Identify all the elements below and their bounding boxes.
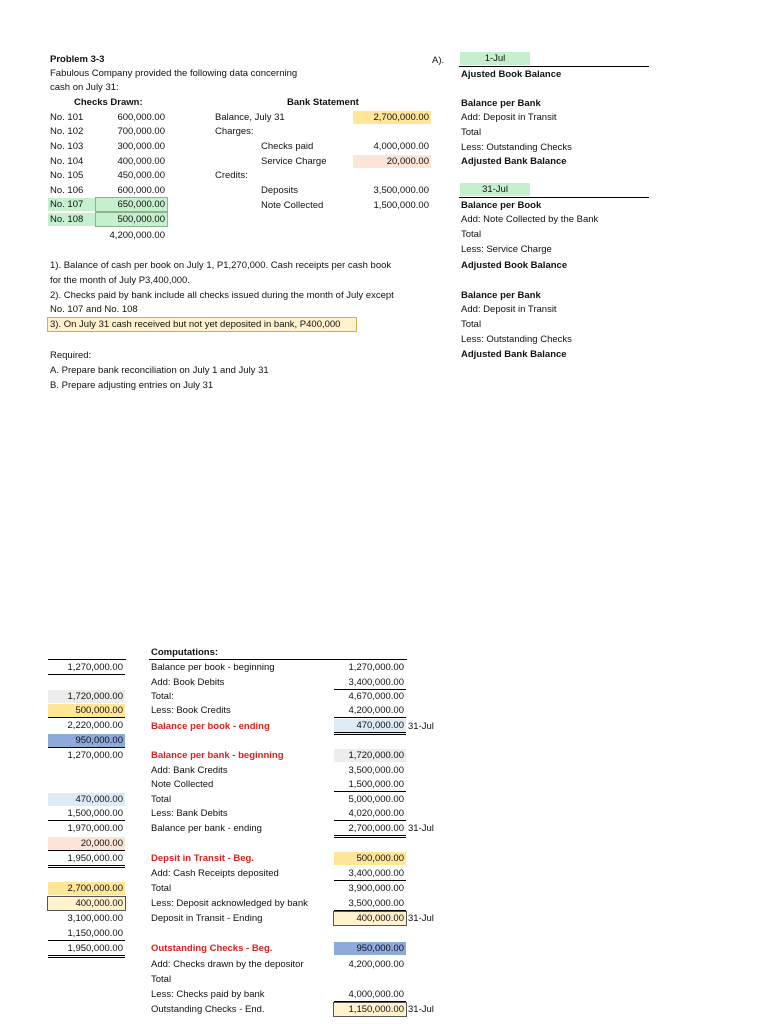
- check-no: No. 103: [50, 141, 84, 152]
- left-figure: 1,270,000.00: [67, 750, 123, 761]
- check-amount: 450,000.00: [117, 170, 165, 181]
- comp-label: Less: Checks paid by bank: [151, 989, 265, 1000]
- comp-value: 4,200,000.00: [348, 959, 404, 970]
- comp-value: 950,000.00: [334, 942, 406, 955]
- left-figure: 1,500,000.00: [48, 807, 125, 821]
- jul31-book-row: Adjusted Book Balance: [461, 260, 568, 271]
- comp-label: Balance per book - ending: [151, 721, 270, 732]
- bank-label: Balance, July 31: [215, 112, 285, 123]
- comp-value: 1,720,000.00: [334, 749, 406, 762]
- comp-label: Total:: [151, 691, 174, 702]
- note-line: 2). Checks paid by bank include all checks issued during the month of July except: [50, 290, 394, 301]
- jul31-bank-row: Balance per Bank: [461, 290, 541, 301]
- date-tag: 31-Jul: [408, 913, 434, 924]
- comp-value: 3,500,000.00: [334, 897, 406, 911]
- comp-label: Balance per book - beginning: [151, 662, 275, 673]
- check-no: No. 107: [48, 198, 97, 211]
- comp-value: 470,000.00: [334, 719, 406, 735]
- jul1-row: Less: Outstanding Checks: [461, 142, 572, 153]
- divider: [48, 659, 126, 660]
- bank-value: 1,500,000.00: [373, 200, 429, 211]
- intro-line: Fabulous Company provided the following data concerning: [50, 68, 298, 79]
- left-figure: 1,950,000.00: [48, 942, 125, 958]
- jul31-bank-row: Less: Outstanding Checks: [461, 334, 572, 345]
- jul31-bank-row: Total: [461, 319, 482, 330]
- divider: [149, 659, 407, 660]
- comp-value: 1,150,000.00: [334, 1003, 406, 1016]
- left-figure: 1,970,000.00: [67, 823, 123, 834]
- comp-label: Add: Cash Receipts deposited: [151, 868, 279, 879]
- bank-label: Checks paid: [261, 141, 314, 152]
- left-figure: 470,000.00: [48, 793, 125, 806]
- jul31-book-row: Balance per Book: [461, 200, 542, 211]
- divider: [459, 66, 649, 67]
- divider: [459, 197, 649, 198]
- date-header-jul31: 31-Jul: [460, 183, 530, 196]
- jul31-book-row: Add: Note Collected by the Bank: [461, 214, 599, 225]
- comp-value: 4,020,000.00: [334, 807, 406, 821]
- comp-value: 3,900,000.00: [348, 883, 404, 894]
- jul31-bank-row: Adjusted Bank Balance: [461, 349, 567, 360]
- comp-label: Total: [151, 883, 172, 894]
- comp-label: Less: Deposit acknowledged by bank: [151, 898, 308, 909]
- jul1-row: Adjusted Bank Balance: [461, 156, 567, 167]
- check-amount: 300,000.00: [117, 141, 165, 152]
- note-line: 1). Balance of cash per book on July 1, P1,270,000. Cash receipts per cash book: [50, 260, 392, 271]
- jul31-book-row: Less: Service Charge: [461, 244, 552, 255]
- jul1-row: Total: [461, 127, 482, 138]
- comp-value: 4,670,000.00: [348, 691, 404, 702]
- requirement-line: B. Prepare adjusting entries on July 31: [50, 380, 214, 391]
- comp-value: 3,500,000.00: [348, 765, 404, 776]
- date-header-jul1: 1-Jul: [460, 52, 530, 65]
- jul1-row: Add: Deposit in Transit: [461, 112, 557, 123]
- checks-header: Checks Drawn:: [74, 97, 143, 108]
- left-figure: 950,000.00: [48, 734, 125, 748]
- bank-value: 4,000,000.00: [373, 141, 429, 152]
- comp-label: Less: Bank Debits: [151, 808, 228, 819]
- comp-value: 4,200,000.00: [334, 704, 406, 718]
- bank-statement-header: Bank Statement: [287, 97, 359, 108]
- bank-value: 20,000.00: [353, 155, 431, 168]
- comp-label: Add: Book Debits: [151, 677, 225, 688]
- bank-balance-value: 2,700,000.00: [353, 111, 431, 124]
- problem-title: Problem 3-3: [50, 54, 105, 65]
- comp-value: 4,000,000.00: [334, 988, 406, 1002]
- date-tag: 31-Jul: [408, 1004, 434, 1015]
- comp-label: Add: Bank Credits: [151, 765, 228, 776]
- comp-value: 3,400,000.00: [334, 676, 406, 690]
- left-figure: 400,000.00: [48, 897, 125, 910]
- comp-label: Outstanding Checks - Beg.: [151, 943, 273, 954]
- comp-label: Total: [151, 974, 172, 985]
- check-amount: 400,000.00: [117, 156, 165, 167]
- comp-label: Note Collected: [151, 779, 214, 790]
- comp-label: Outstanding Checks - End.: [151, 1004, 265, 1015]
- date-tag: 31-Jul: [408, 823, 434, 834]
- note-line: No. 107 and No. 108: [50, 304, 138, 315]
- left-figure: 1,950,000.00: [48, 852, 125, 868]
- check-no: No. 105: [50, 170, 84, 181]
- comp-label: Balance per bank - beginning: [151, 750, 284, 761]
- jul31-book-row: Total: [461, 229, 482, 240]
- computations-title: Computations:: [151, 647, 219, 658]
- jul1-row: Balance per Bank: [461, 98, 541, 109]
- comp-label: Less: Book Credits: [151, 705, 231, 716]
- bank-label: Service Charge: [261, 156, 327, 167]
- comp-label: Balance per bank - ending: [151, 823, 262, 834]
- comp-value: 500,000.00: [334, 852, 406, 865]
- bank-label: Deposits: [261, 185, 298, 196]
- comp-value: 1,500,000.00: [334, 778, 406, 792]
- check-no: No. 104: [50, 156, 84, 167]
- check-no: No. 108: [48, 213, 97, 226]
- left-figure: 2,700,000.00: [48, 882, 125, 895]
- comp-value: 3,400,000.00: [334, 867, 406, 881]
- check-no: No. 106: [50, 185, 84, 196]
- comp-value: 400,000.00: [334, 912, 406, 925]
- left-figure: 1,150,000.00: [48, 927, 125, 941]
- intro-line: cash on July 31:: [50, 82, 119, 93]
- comp-label: Deposit in Transit - Ending: [151, 913, 263, 924]
- bank-label: Note Collected: [261, 200, 324, 211]
- requirement-line: A. Prepare bank reconciliation on July 1 and July 31: [50, 365, 269, 376]
- left-figure: 1,720,000.00: [48, 690, 125, 703]
- checks-total: 4,200,000.00: [109, 230, 165, 241]
- bank-label: Charges:: [215, 126, 254, 137]
- left-figure: 2,220,000.00: [67, 720, 123, 731]
- check-no: No. 101: [50, 112, 84, 123]
- date-tag: 31-Jul: [408, 721, 434, 732]
- check-amount: 600,000.00: [117, 112, 165, 123]
- note-line: for the month of July P3,400,000.: [50, 275, 190, 286]
- check-no: No. 102: [50, 126, 84, 137]
- jul31-bank-row: Add: Deposit in Transit: [461, 304, 557, 315]
- comp-label: Add: Checks drawn by the depositor: [151, 959, 304, 970]
- left-figure: 1,270,000.00: [48, 661, 125, 675]
- comp-value: 5,000,000.00: [348, 794, 404, 805]
- left-figure: 20,000.00: [48, 837, 125, 851]
- comp-label: Depsit in Transit - Beg.: [151, 853, 254, 864]
- comp-value: 1,270,000.00: [348, 662, 404, 673]
- answer-marker: A).: [432, 55, 445, 66]
- left-figure: 3,100,000.00: [67, 913, 123, 924]
- check-amount: 500,000.00: [96, 213, 167, 226]
- comp-label: Total: [151, 794, 172, 805]
- note-highlight: 3). On July 31 cash received but not yet deposited in bank, P400,000: [48, 318, 356, 331]
- left-figure: 500,000.00: [48, 704, 125, 718]
- comp-value: 2,700,000.00: [334, 822, 406, 838]
- jul1-title: Ajusted Book Balance: [461, 69, 562, 80]
- check-amount: 650,000.00: [96, 198, 167, 211]
- check-amount: 700,000.00: [117, 126, 165, 137]
- required-label: Required:: [50, 350, 92, 361]
- check-amount: 600,000.00: [117, 185, 165, 196]
- bank-value: 3,500,000.00: [373, 185, 429, 196]
- bank-label: Credits:: [215, 170, 248, 181]
